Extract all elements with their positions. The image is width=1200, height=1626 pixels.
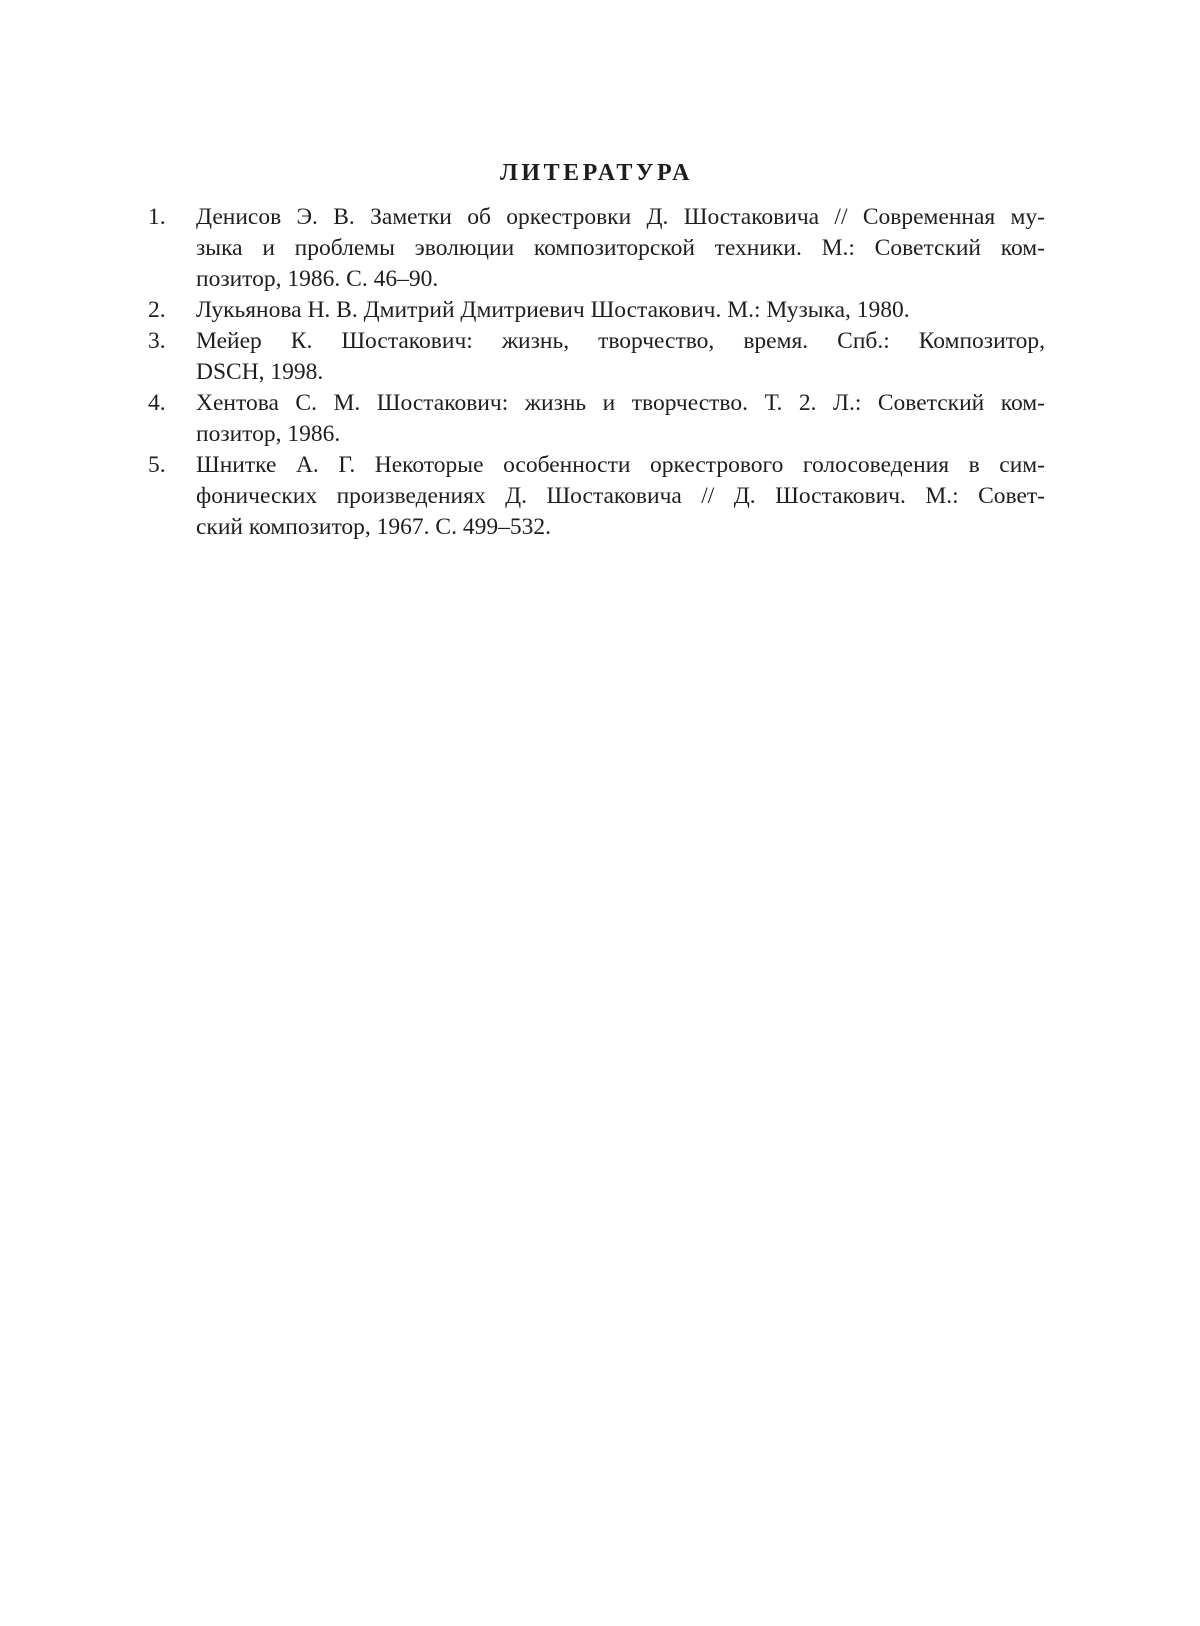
- reference-line: позитор, 1986. С. 46–90.: [196, 266, 439, 292]
- reference-line: позитор, 1986.: [196, 421, 341, 447]
- reference-item: [148, 326, 1045, 388]
- reference-line: Шнитке А. Г. Некоторые особенности оркестрового голосоведения в сим-: [196, 452, 1045, 478]
- reference-list: [148, 202, 1045, 543]
- reference-text: [196, 450, 1045, 543]
- reference-line: ский композитор, 1967. С. 499–532.: [196, 514, 551, 540]
- reference-text: [196, 202, 1045, 295]
- reference-item: [148, 388, 1045, 450]
- reference-line: Лукьянова Н. В. Дмитрий Дмитриевич Шостакович. М.: Музыка, 1980.: [196, 297, 910, 323]
- reference-number: 3.: [148, 328, 166, 354]
- page-title: ЛИТЕРАТУРА: [500, 160, 693, 186]
- reference-item: [148, 450, 1045, 543]
- reference-number: 2.: [148, 297, 166, 323]
- reference-line: фонических произведениях Д. Шостаковича // Д. Шостакович. М.: Совет-: [196, 483, 1045, 509]
- reference-text: [196, 326, 1045, 388]
- reference-text: [196, 388, 1045, 450]
- reference-line: DSCH, 1998.: [196, 359, 324, 385]
- reference-line: Денисов Э. В. Заметки об оркестровки Д. Шостаковича // Современная му-: [196, 204, 1045, 230]
- reference-number: 4.: [148, 390, 166, 416]
- reference-text: [196, 295, 1045, 326]
- reference-line: зыка и проблемы эволюции композиторской техники. М.: Советский ком-: [196, 235, 1045, 261]
- reference-line: Хентова С. М. Шостакович: жизнь и творчество. Т. 2. Л.: Советский ком-: [196, 390, 1045, 416]
- reference-line: Мейер К. Шостакович: жизнь, творчество, время. Спб.: Композитор,: [196, 328, 1045, 354]
- reference-item: [148, 295, 1045, 326]
- reference-number: 5.: [148, 452, 166, 478]
- reference-item: [148, 202, 1045, 295]
- reference-number: 1.: [148, 204, 166, 230]
